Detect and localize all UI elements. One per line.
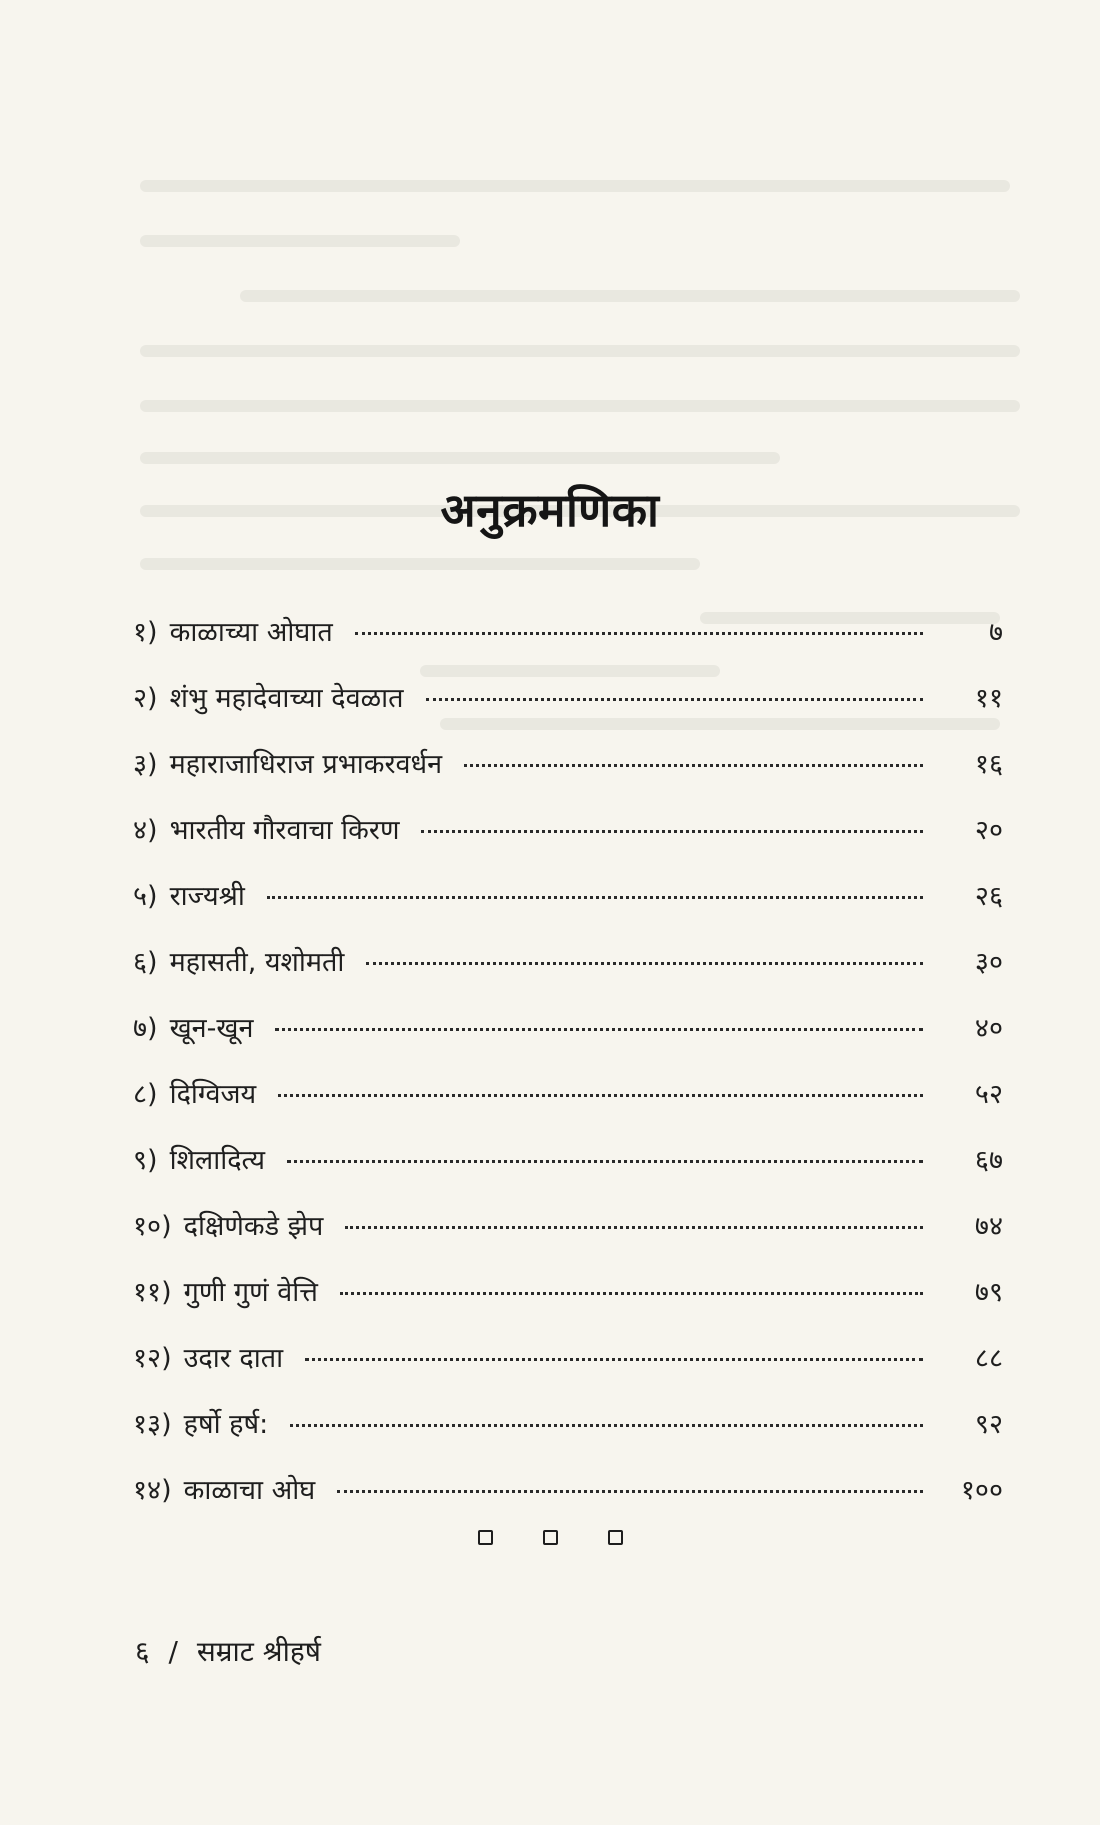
bleed-through-line [140, 400, 1020, 412]
toc-entry-number: ८) [133, 1079, 158, 1110]
dot-leader [345, 1226, 923, 1229]
toc-entry-title: राज्यश्री [169, 881, 245, 912]
toc-entry [133, 798, 1003, 864]
toc-entry-title: महाराजाधिराज प्रभाकरवर्धन [169, 749, 443, 780]
toc-entry-page: ६७ [974, 1145, 1003, 1176]
table-of-contents [133, 600, 1003, 1524]
toc-entry-title: महासती, यशोमती [169, 947, 345, 978]
bleed-through-line [140, 180, 1010, 192]
toc-entry-title: हर्षो हर्ष: [183, 1409, 269, 1440]
dot-leader [275, 1028, 923, 1031]
dot-leader [340, 1292, 923, 1295]
bleed-through-line [240, 290, 1020, 302]
dot-leader [337, 1490, 923, 1493]
toc-entry-number: ७) [133, 1013, 158, 1044]
toc-entry-title: दक्षिणेकडे झेप [183, 1211, 324, 1242]
toc-entry [133, 666, 1003, 732]
toc-entry-title: काळाचा ओघ [183, 1475, 316, 1506]
toc-entry-number: ४) [133, 815, 158, 846]
footer-page-number: ६ [135, 1635, 150, 1668]
footer-separator: / [168, 1635, 178, 1668]
toc-entry-page: ११ [974, 683, 1003, 714]
dot-leader [287, 1160, 923, 1163]
toc-entry-title: भारतीय गौरवाचा किरण [169, 815, 400, 846]
toc-entry-number: ३) [133, 749, 158, 780]
toc-entry-number: ११) [133, 1277, 172, 1308]
toc-entry-page: ७ [988, 617, 1003, 648]
toc-entry-number: ६) [133, 947, 158, 978]
toc-entry-number: १) [133, 617, 158, 648]
dot-leader [290, 1424, 923, 1427]
toc-entry-title: उदार दाता [183, 1343, 284, 1374]
toc-entry-title: शंभु महादेवाच्या देवळात [169, 683, 404, 714]
toc-entry-page: ७९ [974, 1277, 1003, 1308]
hollow-square-icon [543, 1530, 558, 1545]
section-end-ornament [0, 1530, 1100, 1545]
toc-entry-page: ५२ [974, 1079, 1003, 1110]
toc-entry-page: १६ [974, 749, 1003, 780]
toc-entry-page: ७४ [974, 1211, 1003, 1242]
toc-entry [133, 1392, 1003, 1458]
toc-entry-number: ९) [133, 1145, 158, 1176]
toc-entry [133, 1128, 1003, 1194]
toc-entry-number: ५) [133, 881, 158, 912]
dot-leader [421, 830, 923, 833]
toc-entry [133, 1194, 1003, 1260]
toc-entry [133, 930, 1003, 996]
toc-entry-page: ८८ [974, 1343, 1003, 1374]
toc-entry [133, 996, 1003, 1062]
toc-entry [133, 1458, 1003, 1524]
toc-entry-page: १०० [960, 1475, 1003, 1506]
dot-leader [278, 1094, 923, 1097]
toc-entry-page: ३० [974, 947, 1003, 978]
toc-entry-title: काळाच्या ओघात [169, 617, 333, 648]
dot-leader [267, 896, 923, 899]
toc-entry-title: दिग्विजय [169, 1079, 257, 1110]
toc-entry-page: २६ [974, 881, 1003, 912]
toc-entry-title: खून-खून [169, 1013, 254, 1044]
toc-entry-page: ९२ [974, 1409, 1003, 1440]
toc-entry [133, 1260, 1003, 1326]
toc-entry-number: १०) [133, 1211, 172, 1242]
toc-entry-number: १२) [133, 1343, 172, 1374]
toc-entry [133, 864, 1003, 930]
bleed-through-line [140, 345, 1020, 357]
dot-leader [366, 962, 923, 965]
dot-leader [355, 632, 923, 635]
toc-entry [133, 600, 1003, 666]
footer-book-title: सम्राट श्रीहर्ष [196, 1635, 321, 1668]
toc-entry [133, 1326, 1003, 1392]
dot-leader [426, 698, 924, 701]
hollow-square-icon [478, 1530, 493, 1545]
page-footer [135, 1632, 321, 1670]
dot-leader [305, 1358, 923, 1361]
toc-entry-title: गुणी गुणं वेत्ति [183, 1277, 318, 1308]
bleed-through-line [140, 235, 460, 247]
toc-entry-page: २० [974, 815, 1003, 846]
toc-entry-number: १३) [133, 1409, 172, 1440]
toc-entry-number: १४) [133, 1475, 172, 1506]
toc-entry [133, 1062, 1003, 1128]
bleed-through-line [140, 452, 780, 464]
dot-leader [464, 764, 923, 767]
toc-entry-page: ४० [974, 1013, 1003, 1044]
toc-entry [133, 732, 1003, 798]
toc-entry-number: २) [133, 683, 158, 714]
page-title: अनुक्रमणिका [440, 483, 660, 537]
bleed-through-line [140, 558, 700, 570]
hollow-square-icon [608, 1530, 623, 1545]
toc-entry-title: शिलादित्य [169, 1145, 266, 1176]
